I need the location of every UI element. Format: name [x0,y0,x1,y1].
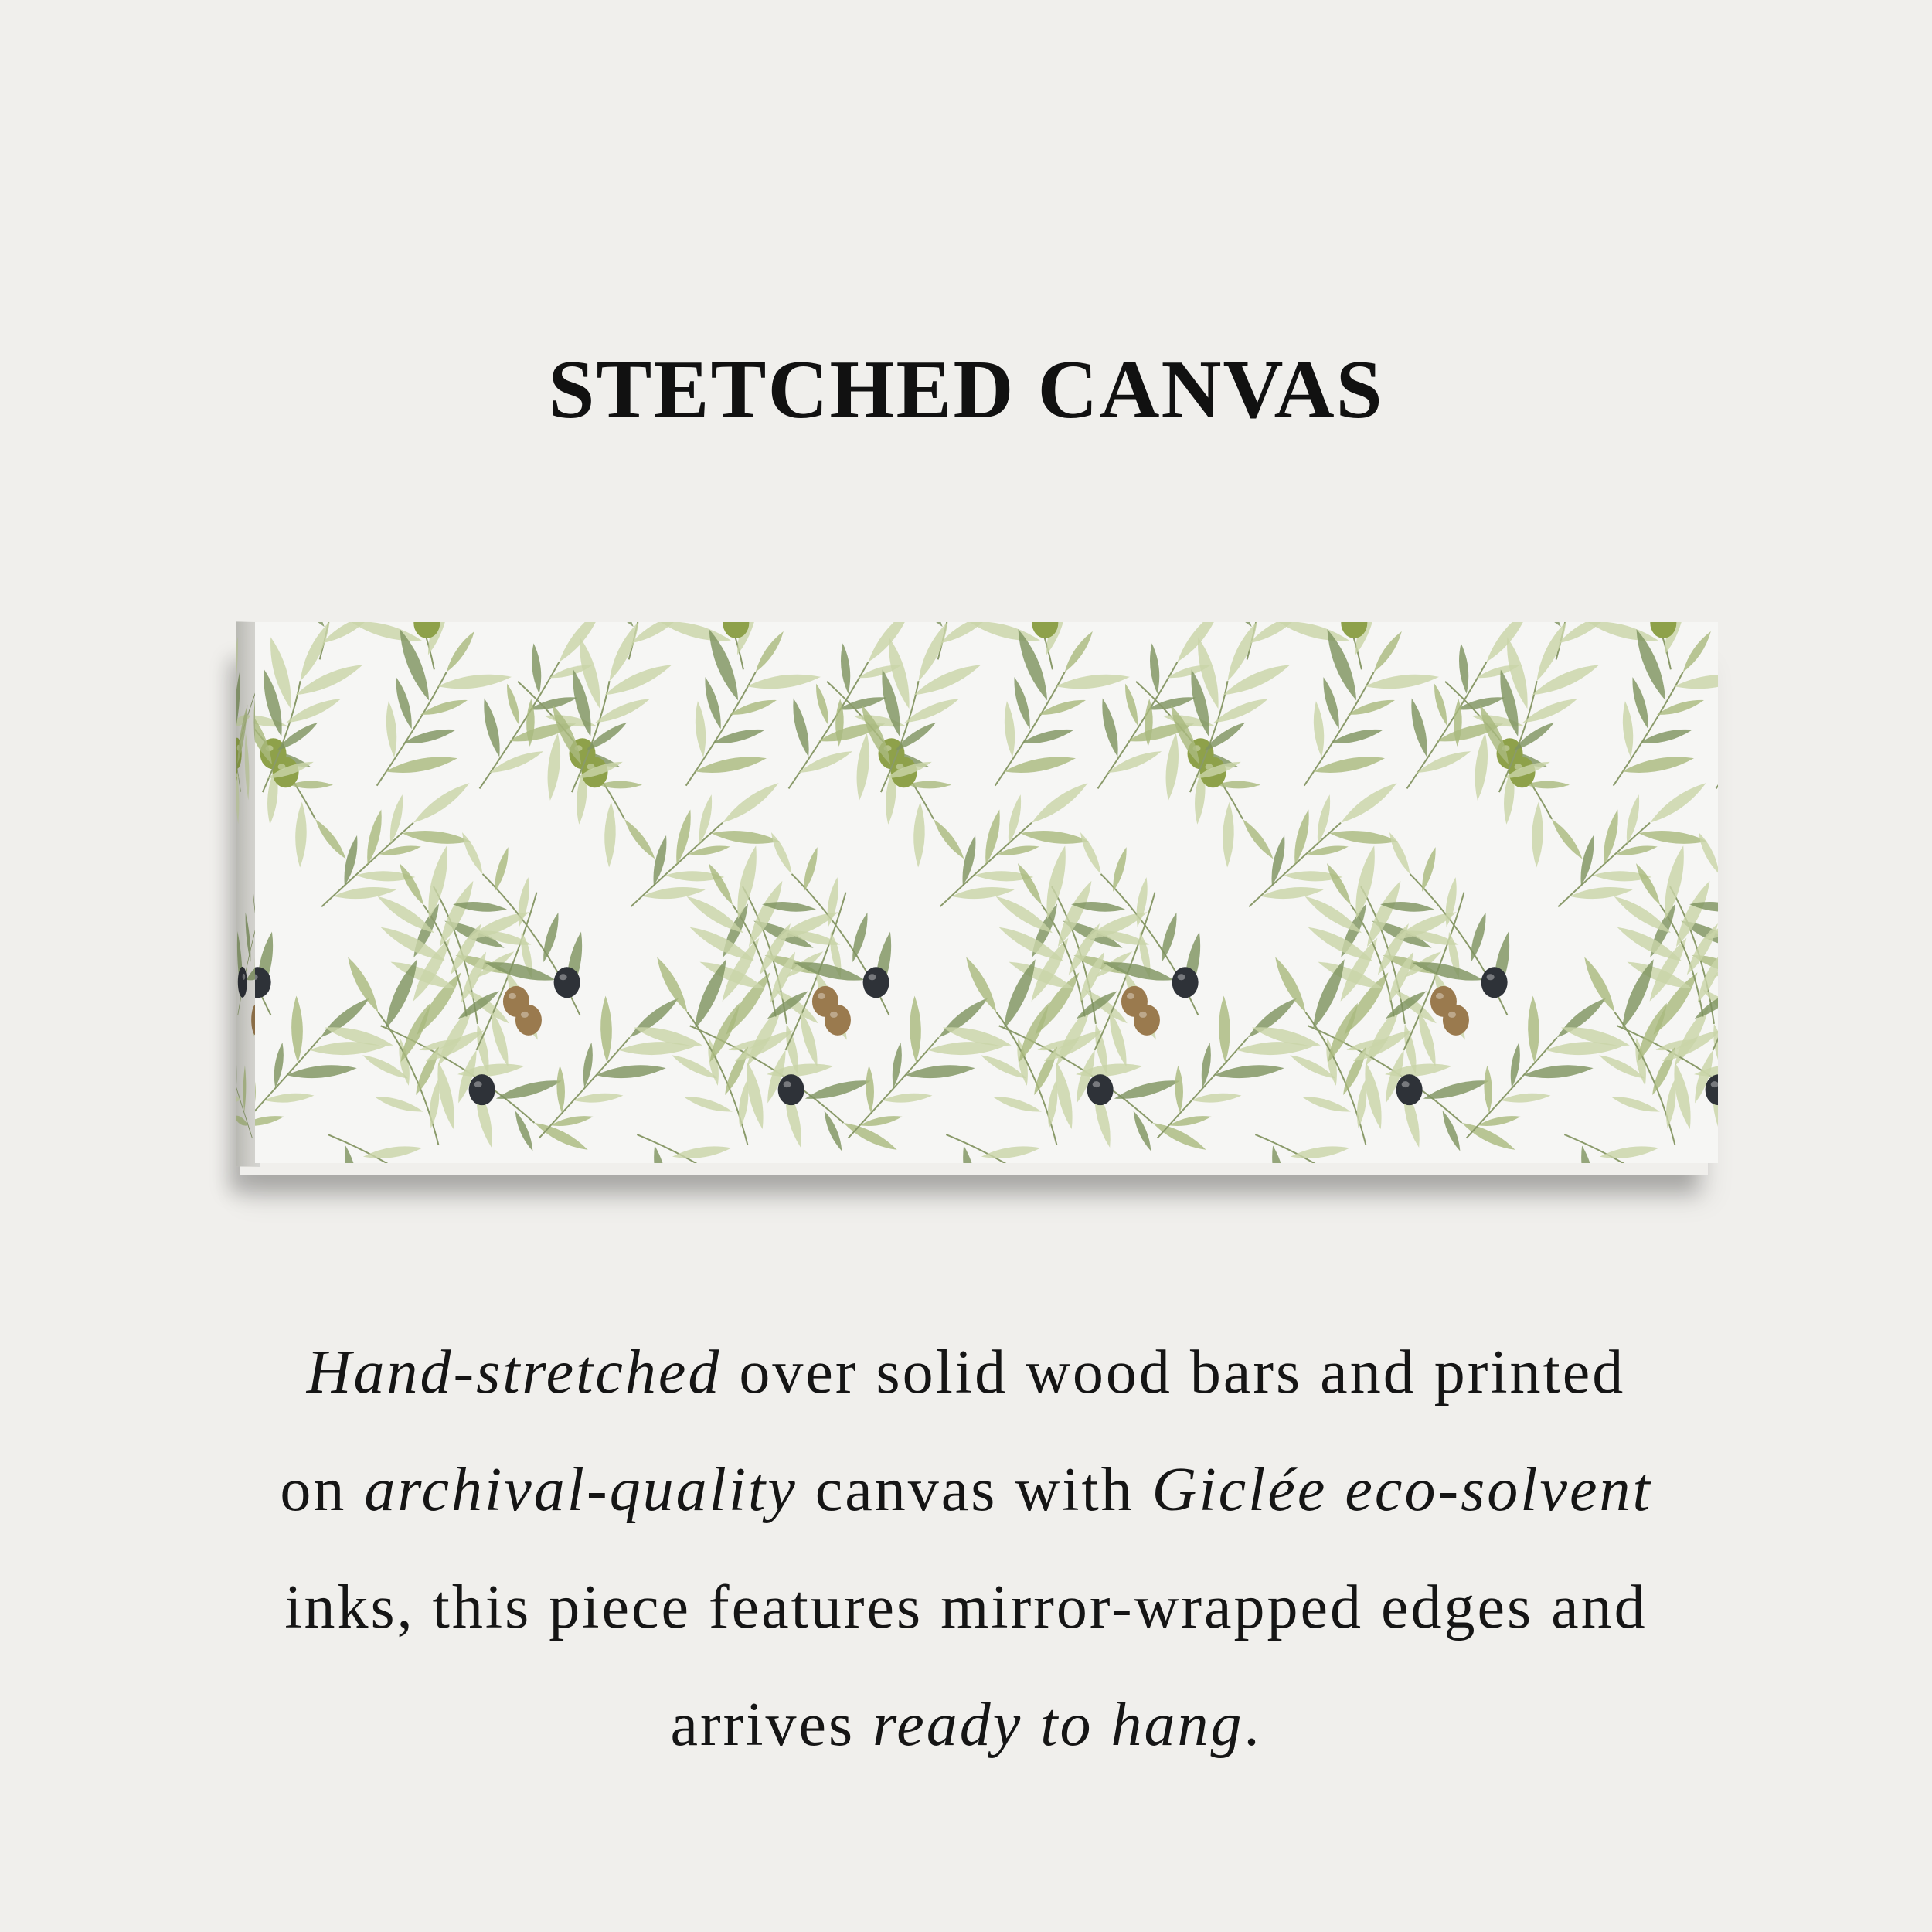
pattern-repeat [255,622,606,1163]
description-text: on [280,1456,365,1524]
description-text: arrives [670,1691,873,1759]
description-text: inks, this piece features mirror-wrapped edges and [284,1573,1648,1641]
product-description [155,1314,1777,1784]
description-line-2 [155,1431,1777,1549]
description-emphasis: Hand-stretched [306,1338,722,1406]
description-emphasis: archival-quality [364,1456,798,1524]
canvas-face [255,622,1718,1163]
description-emphasis: ready to hang [872,1691,1244,1759]
description-line-1 [155,1314,1777,1431]
description-line-3 [155,1549,1777,1666]
description-text: canvas with [797,1456,1152,1524]
description-text: . [1243,1691,1262,1759]
olive-branch-pattern [255,622,1718,1163]
canvas-print [236,622,1718,1167]
description-text: over solid wood bars and printed [721,1338,1626,1406]
description-line-4 [155,1666,1777,1784]
description-emphasis: Giclée eco-solvent [1151,1456,1652,1524]
page-title: STETCHED CANVAS [548,344,1384,436]
